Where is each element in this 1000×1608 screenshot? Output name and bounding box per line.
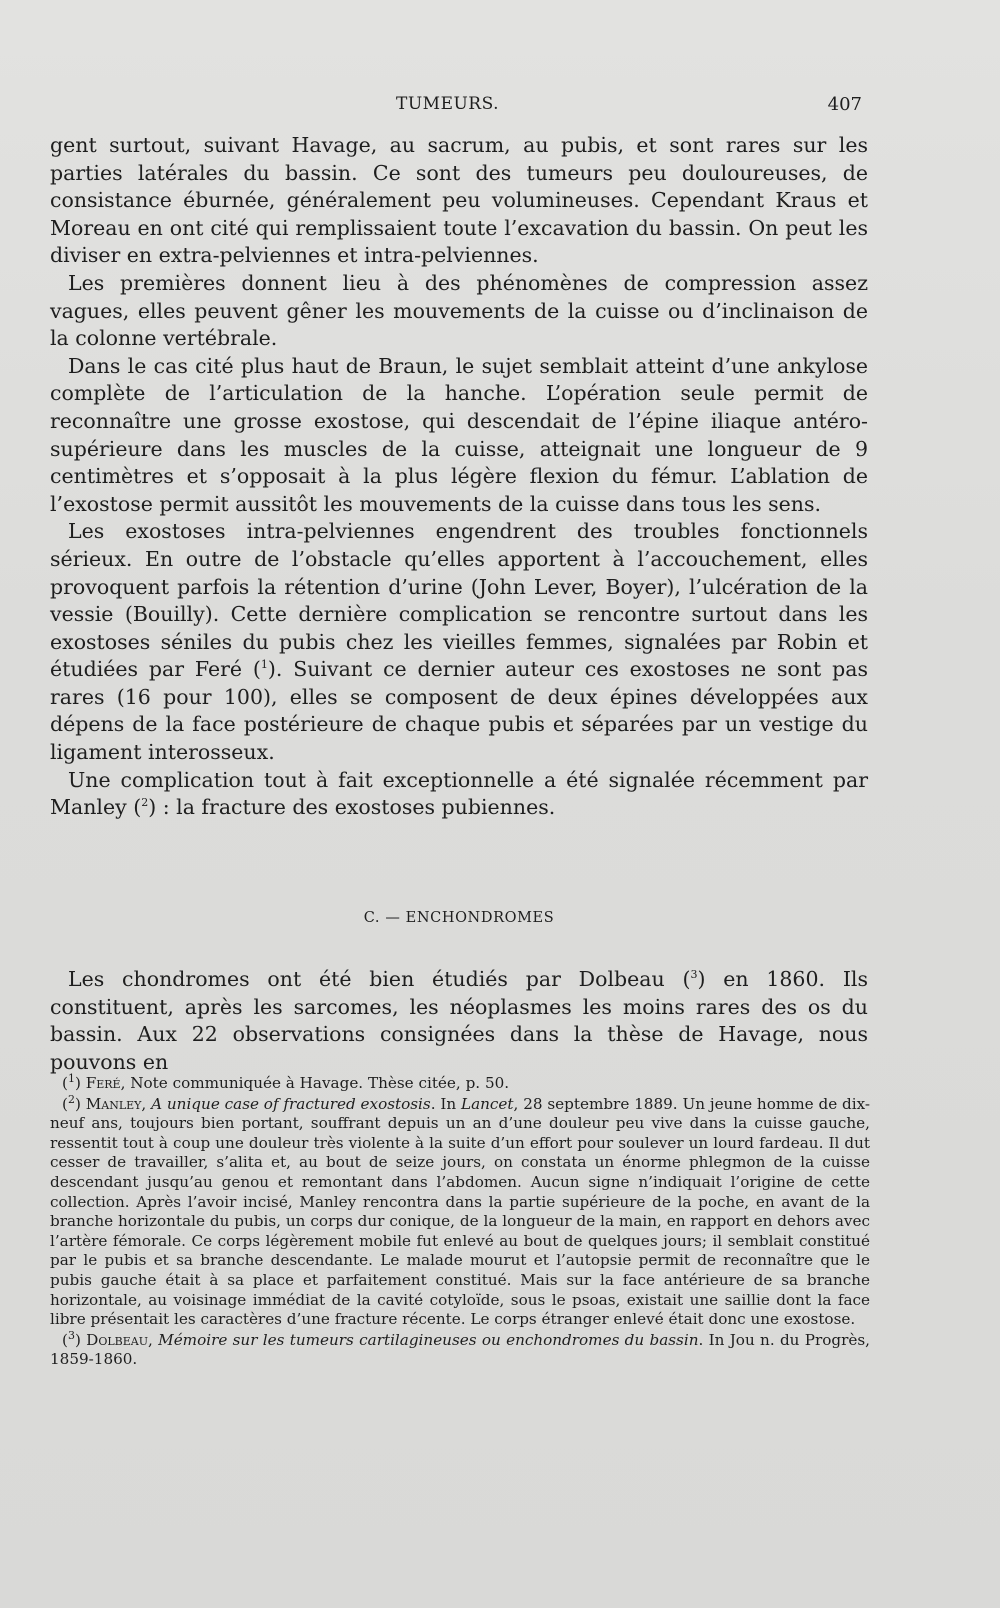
- footnote-ref-1: 1: [260, 658, 268, 672]
- section-text: [50, 966, 868, 1076]
- footnote-3-title: Mémoire sur les tumeurs cartilagineuses ou enchondromes du bassin: [158, 1330, 699, 1349]
- footnote-3-mark: 3: [67, 1328, 75, 1342]
- footnote-2-journal: Lancet: [461, 1094, 514, 1113]
- footnote-2: ($^2$) Manley, A unique case of fractured exostosis. In Lancet, 28 septembre 1889. Un jeune homme de dix-neuf ans, toujours bien portant, souffrant depuis un an d’une douleur peu vive dans la cuisse gauche, ressentit tout à coup une douleur très violente à la suite d’un effort pour soulever un lourd fardeau. Il dut cesser de travailler, s’alita et, au bout de seize jours, on constata un énorme phlegmon de la cuisse descendant jusqu’au genou et remontant dans l’abdomen. Aucun signe n’indiquait l’origine de cette collection. Après l’avoir incisé, Manley rencontra dans la partie supérieure de la poche, en avant de la branche horizontale du pubis, un corps dur conique, de la longueur de la main, en rapport en dehors avec l’artère fémorale. Ce corps légèrement mobile fut enlevé au bout de quelques jours; il semblait constitué par le pubis et sa branche descendante. Le malade mourut et l’autopsie permit de reconnaître que le pubis gauche était à sa place et parfaitement constitué. Mais sur la face antérieure de sa branche horizontale, au voisinage immédiat de la cavité cotyloïde, sous le psoas, existait une saillie dont la face libre présentait les caractères d’une fracture récente. Le corps étranger enlevé était donc une exostose.: [50, 1092, 871, 1329]
- paragraph-4: [50, 518, 868, 766]
- footnote-1: ($^1$) Feré, Note communiquée à Havage. Thèse citée, p. 50.: [62, 1071, 510, 1092]
- paragraph-5: [50, 767, 868, 822]
- footnote-2-title: A unique case of fractured exostosis: [151, 1094, 431, 1113]
- paragraph-1: gent surtout, suivant Havage, au sacrum, au pubis, et sont rares sur les parties latérales du bassin. Ce sont des tumeurs peu douloureuses, de consistance éburnée, généralement peu volumineuses. Cependant Kraus et Moreau en ont cité qui remplissaient toute l’excavation du bassin. On peut les diviser en extra-pelviennes et intra-pelviennes.: [50, 133, 868, 268]
- paragraph-4-text-b: ). Suivant ce dernier auteur ces exostoses ne sont pas rares (16 pour 100), elles se composent de deux épines développées aux dépens de la face postérieure de chaque pubis et séparées par un vestige du ligament interosseux.: [50, 657, 868, 765]
- footnote-2-text: , 28 septembre 1889. Un jeune homme de dix-neuf ans, toujours bien portant, souffrant depuis un an d’une douleur peu vive dans la cuisse gauche, ressentit tout à coup une douleur très violente à la suite d’un effort pour soulever un lourd fardeau. Il dut cesser de travailler, s’alita et, au bout de seize jours, on constata un énorme phlegmon de la cuisse descendant jusqu’au genou et remontant dans l’abdomen. Aucun signe n’indiquait l’origine de cette collection. Après l’avoir incisé, Manley rencontra dans la partie supérieure de la poche, en avant de la branche horizontale du pubis, un corps dur conique, de la longueur de la main, en rapport en dehors avec l’artère fémorale. Ce corps légèrement mobile fut enlevé au bout de quelques jours; il semblait constitué par le pubis et sa branche descendante. Le malade mourut et l’autopsie permit de reconnaître que le pubis gauche était à sa place et parfaitement constitué. Mais sur la face antérieure de sa branche horizontale, au voisinage immédiat de la cavité cotyloïde, sous le psoas, existait une saillie dont la face libre présentait les caractères d’une fracture récente. Le corps étranger enlevé était donc une exostose.: [50, 1094, 871, 1329]
- footnote-1-mark: 1: [67, 1071, 75, 1085]
- footnote-2-author: Manley: [85, 1094, 142, 1113]
- footnote-3: ($^3$) Dolbeau, Mémoire sur les tumeurs cartilagineuses ou enchondromes du bassin. In Jou n. du Progrès, 1859-1860.: [50, 1328, 870, 1369]
- running-title: TUMEURS.: [396, 94, 500, 114]
- footnote-1-text: , Note communiquée à Havage. Thèse citée, p. 50.: [120, 1074, 510, 1092]
- footnotes: [50, 1071, 871, 1371]
- section-paragraph-1: [50, 966, 868, 1076]
- paragraph-3: Dans le cas cité plus haut de Braun, le sujet semblait atteint d’une ankylose complète de l’articulation de la hanche. L’opération seule permit de reconnaître une grosse exostose, qui descendait de l’épine iliaque antéro-supérieure dans les muscles de la cuisse, atteignait une longueur de 9 centimètres et s’opposait à la plus légère flexion du fémur. L’ablation de l’exostose permit aussitôt les mouvements de la cuisse dans tous les sens.: [50, 353, 868, 516]
- footnote-2-mid: . In: [430, 1094, 461, 1113]
- page-header: [62, 94, 862, 120]
- paragraph-5-text-b: ) : la fracture des exostoses pubiennes.: [148, 795, 556, 820]
- footnote-3-author: Dolbeau: [86, 1330, 148, 1349]
- section-paragraph-1-text-a: Les chondromes ont été bien étudiés par Dolbeau (: [68, 967, 691, 991]
- footnote-2-mark: 2: [67, 1092, 75, 1106]
- section-paragraph-1-text-b: ) en 1860. Ils constituent, après les sarcomes, les néoplasmes les moins rares des os du bassin. Aux 22 observations consignées dans la thèse de Havage, nous pouvons en: [50, 967, 868, 1074]
- paragraph-2: Les premières donnent lieu à des phénomènes de compression assez vagues, elles peuvent gêner les mouvements de la cuisse ou d’inclinaison de la colonne vertébrale.: [50, 270, 868, 351]
- footnote-ref-2: 2: [141, 796, 149, 810]
- footnote-1-author: Feré: [85, 1074, 121, 1092]
- footnote-3-text: . In Jou n. du Progrès, 1859-1860.: [50, 1330, 870, 1369]
- section-heading: C. — ENCHONDROMES: [363, 910, 555, 926]
- footnote-3-sep: ,: [148, 1330, 159, 1349]
- footnote-ref-3: 3: [690, 968, 698, 982]
- page-number: 407: [827, 94, 862, 115]
- paragraph-4-text-a: Les exostoses intra-pelviennes engendrent des troubles fonctionnels sérieux. En outre de l’obstacle qu’elles apportent à l’accouchement, elles provoquent parfois la rétention d’urine (John Lever, Boyer), l’ulcération de la vessie (Bouilly). Cette dernière complication se rencontre surtout dans les exostoses séniles du pubis chez les vieilles femmes, signalées par Robin et étudiées par Feré (: [50, 519, 868, 682]
- paragraph-5-text-a: Une complication tout à fait exceptionnelle a été signalée récemment par Manley (: [50, 767, 868, 820]
- main-text: [50, 132, 868, 822]
